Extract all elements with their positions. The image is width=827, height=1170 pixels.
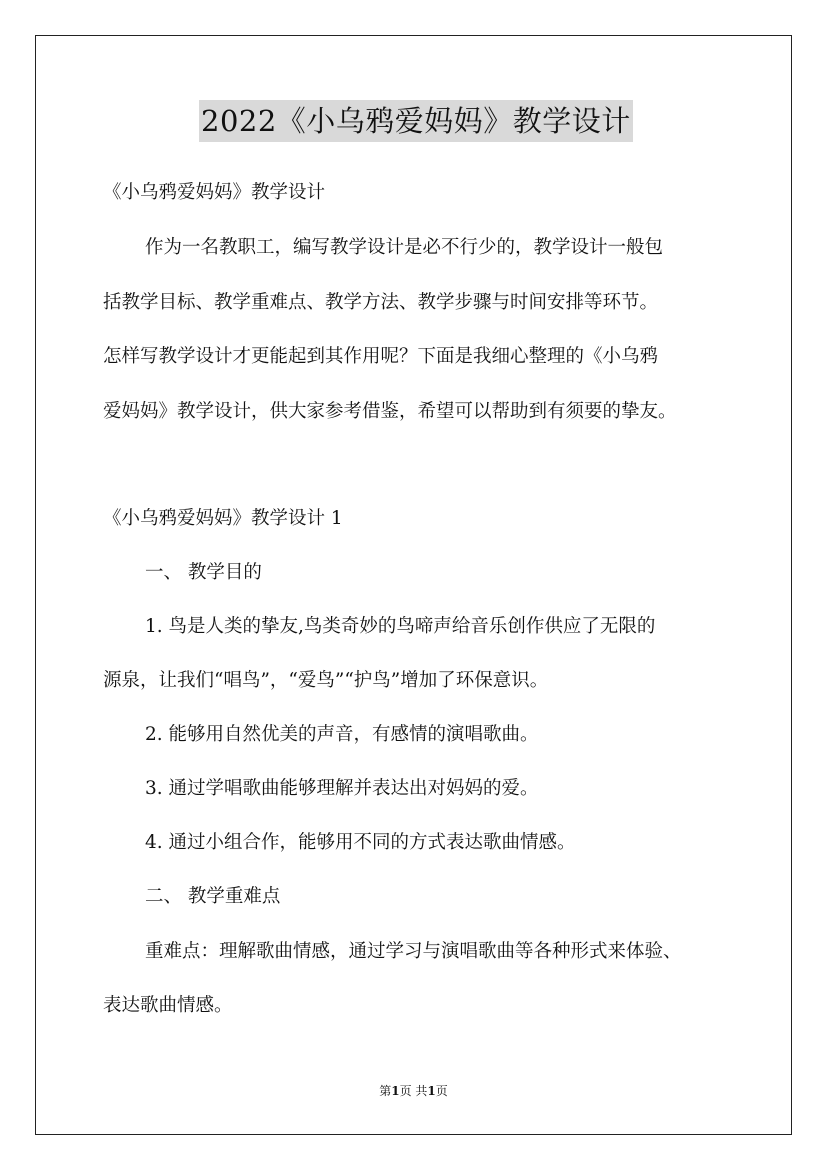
footer-page-prefix: 第 bbox=[379, 1084, 392, 1098]
section-1-heading: 《小乌鸦爱妈妈》教学设计 1 bbox=[103, 508, 343, 529]
intro-line-4: 爱妈妈》教学设计，供大家参考借鉴，希望可以帮助到有须要的挚友。 bbox=[103, 401, 677, 422]
difficulty-line-2: 表达歌曲情感。 bbox=[103, 995, 233, 1016]
goal-3: 3. 通过学唱歌曲能够理解并表达出对妈妈的爱。 bbox=[145, 778, 539, 799]
footer-page-mid: 页 共 bbox=[399, 1084, 428, 1098]
goal-4: 4. 通过小组合作，能够用不同的方式表达歌曲情感。 bbox=[145, 832, 576, 853]
intro-line-3: 怎样写教学设计才更能起到其作用呢？下面是我细心整理的《小乌鸦 bbox=[103, 346, 659, 367]
document-subtitle: 《小乌鸦爱妈妈》教学设计 bbox=[103, 182, 326, 203]
footer-page-suffix: 页 bbox=[435, 1084, 448, 1098]
footer-page-total: 1 bbox=[427, 1084, 436, 1098]
part-2-heading: 二、 教学重难点 bbox=[145, 886, 281, 907]
footer-page-current: 1 bbox=[391, 1084, 400, 1098]
goal-1-line-1: 1. 鸟是人类的挚友,鸟类奇妙的鸟啼声给音乐创作供应了无限的 bbox=[145, 616, 656, 637]
difficulty-line-1: 重难点：理解歌曲情感，通过学习与演唱歌曲等各种形式来体验、 bbox=[145, 941, 682, 962]
page-footer bbox=[0, 1082, 827, 1100]
part-1-heading: 一、 教学目的 bbox=[145, 562, 262, 583]
goal-1-line-2: 源泉，让我们“唱鸟”，“爱鸟”“护鸟”增加了环保意识。 bbox=[103, 670, 549, 691]
intro-line-1: 作为一名教职工，编写教学设计是必不行少的，教学设计一般包 bbox=[145, 237, 664, 258]
intro-line-2: 括教学目标、教学重难点、教学方法、教学步骤与时间安排等环节。 bbox=[103, 292, 659, 313]
document-title: 2022《小乌鸦爱妈妈》教学设计 bbox=[199, 100, 633, 142]
goal-2: 2. 能够用自然优美的声音，有感情的演唱歌曲。 bbox=[145, 724, 539, 745]
